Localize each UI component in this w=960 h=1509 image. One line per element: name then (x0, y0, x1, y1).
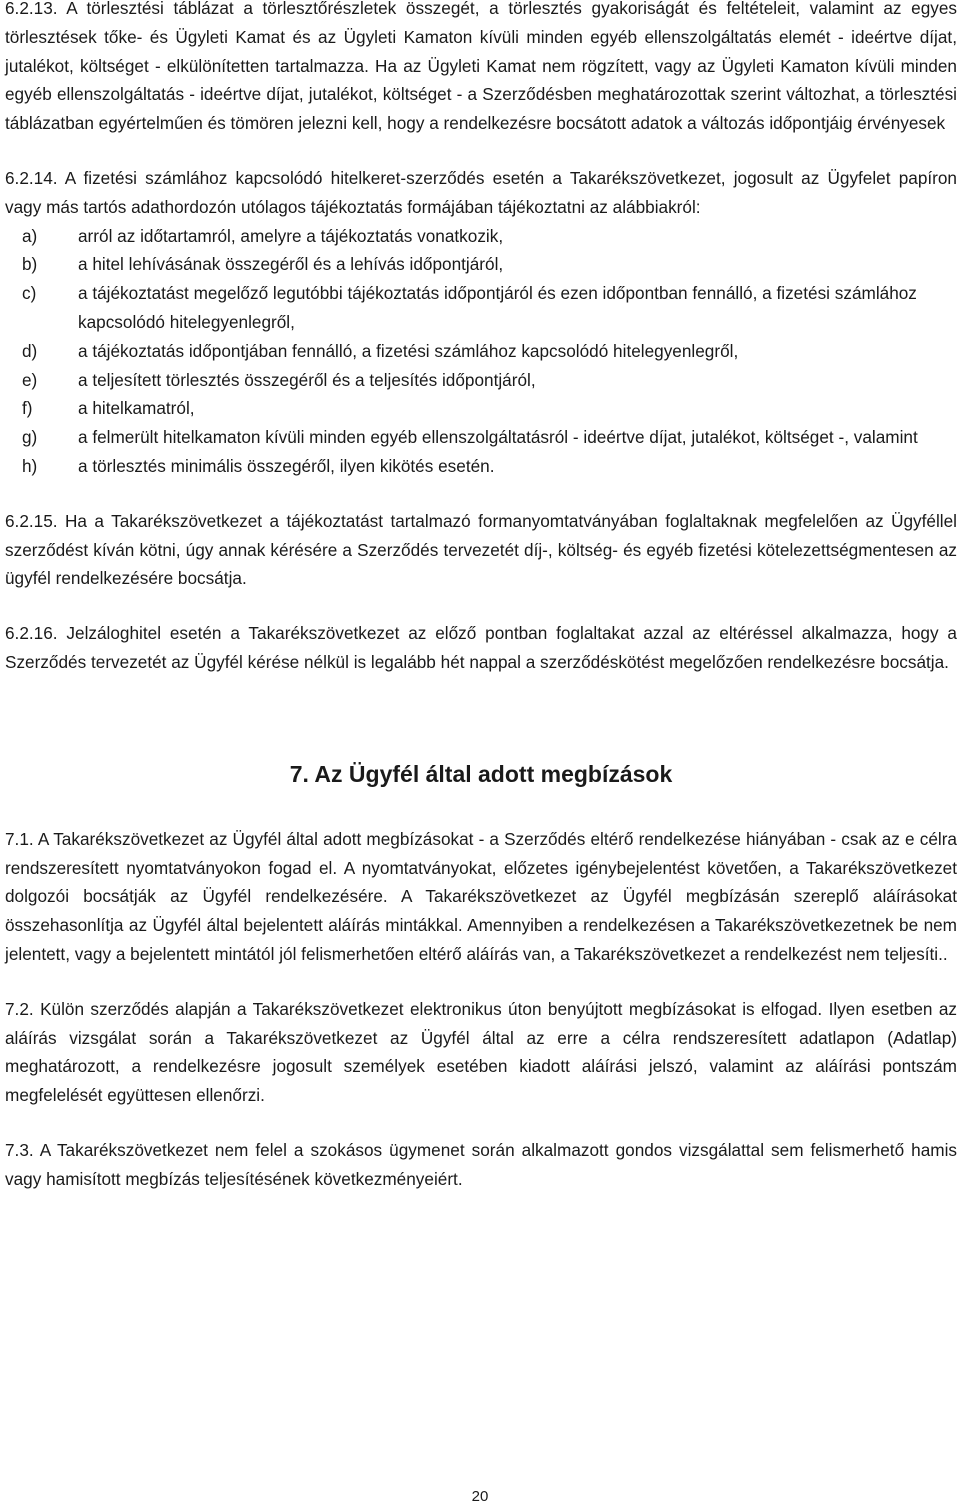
section-number: 7.2. (5, 998, 34, 1019)
paragraph-text: A fizetési számlához kapcsolódó hitelkeret-szerződés esetén a Takarékszövetkezet, jogosult az Ügyfelet papíron vagy más tartós adathordozón utólagos tájékoztatás formájában tájékoztatni az alábbiakról: (5, 167, 957, 217)
list-item (5, 366, 957, 395)
list-item-text: a hitelkamatról, (78, 398, 195, 419)
list-item (5, 222, 957, 251)
list-marker: g) (22, 427, 38, 448)
list-item (5, 452, 957, 481)
section-number: 6.2.15. (5, 510, 58, 531)
list-item (5, 279, 957, 337)
paragraph-text: A törlesztési táblázat a törlesztőrészletek összegét, a törlesztés gyakoriságát és feltételeit, valamint az egyes törlesztések tőke- és Ügyleti Kamat és az Ügyleti Kamaton kívüli minden egyéb ellenszolgáltatás elemét - ideértve díjat, jutalékot, költséget - elkülönítetten tartalmazza. Ha az Ügyleti Kamat nem rögzített, vagy az Ügyleti Kamaton kívüli minden egyéb ellenszolgáltatás - ideértve díjat, jutalékot, költséget - a Szerződésben meghatározottak szerint változhat, a törlesztési táblázatban egyértelműen és tömören jelezni kell, hogy a rendelkezésre bocsátott adatok a változás időpontjáig érvényesek (5, 0, 958, 134)
section-number: 6.2.14. (5, 167, 58, 188)
paragraph-text: A Takarékszövetkezet nem felel a szokásos ügymenet során alkalmazott gondos vizsgálattal sem felismerhető hamis vagy hamisított megbízás teljesítésének következményeiért. (5, 1139, 958, 1189)
paragraph-6-2-14 (5, 164, 957, 222)
paragraph-6-2-16 (5, 619, 957, 677)
paragraph-text: A Takarékszövetkezet az Ügyfél által adott megbízásokat - a Szerződés eltérő rendelkezése hiányában - csak az e célra rendszeresített nyomtatványokon fogad el. A nyomtatványokat, előzetes igénybejelentést követően, a Takarékszövetkezet dolgozói bocsátják az Ügyfél rendelkezésére. A Takarékszövetkezet az Ügyfél megbízásán szereplő aláírásokat összehasonlítja az Ügyfél által bejelentett aláírás mintákkal. Amennyiben a rendelkezésen a Takarékszövetkezetnek be nem jelentett, vagy a bejelentett mintától jól felismerhetően eltérő aláírás van, a Takarékszövetkezet a rendelkezést nem teljesíti.. (5, 828, 957, 964)
section-number: 7.3. (5, 1139, 34, 1160)
list-marker: d) (22, 340, 38, 361)
list-item-text: a tájékoztatást megelőző legutóbbi tájékoztatás időpontjáról és ezen időpontban fennálló, a fizetési számlához kapcsolódó hitelegyenlegről, (78, 283, 917, 332)
list-item (5, 250, 957, 279)
list-item-text: a törlesztés minimális összegéről, ilyen kikötés esetén. (78, 455, 495, 476)
list-item (5, 337, 957, 366)
spacer (5, 593, 957, 619)
paragraph-7-2 (5, 995, 957, 1110)
spacer (5, 789, 957, 825)
spacer (5, 138, 957, 164)
paragraph-text: Jelzáloghitel esetén a Takarékszövetkezet az előző pontban foglaltakat azzal az eltéréssel alkalmazza, hogy a Szerződés tervezetét az Ügyfél kérése nélkül is legalább hét nappal a szerződéskötést megelőzően rendelkezésre bocsátja. (5, 623, 957, 672)
list-marker: e) (22, 369, 38, 390)
list-item-text: a teljesített törlesztés összegéről és a teljesítés időpontjáról, (78, 369, 536, 390)
list-item-text: a felmerült hitelkamaton kívüli minden egyéb ellenszolgáltatásról - ideértve díjat, jutalékot, költséget -, valamint (78, 427, 918, 448)
list-item-text: a tájékoztatás időpontjában fennálló, a fizetési számlához kapcsolódó hitelegyenlegről, (78, 340, 739, 361)
list-item-text: arról az időtartamról, amelyre a tájékoztatás vonatkozik, (78, 225, 504, 246)
list-marker: a) (22, 225, 38, 246)
list-marker: h) (22, 455, 38, 476)
paragraph-6-2-15 (5, 507, 957, 593)
section-number: 6.2.13. (5, 0, 58, 18)
spacer (5, 481, 957, 507)
spacer (5, 677, 957, 759)
section-number: 7.1. (5, 828, 34, 849)
paragraph-text: Külön szerződés alapján a Takarékszövetkezet elektronikus úton benyújtott megbízásokat is elfogad. Ilyen esetben az aláírás vizsgálat során a Takarékszövetkezet az Ügyfél által az erre a célra rendszeresített adatlapon (Adatlap) meghatározott, a rendelkezésre jogosult személyek esetében kiadott aláírási jelszó, valamint az aláírási pontszám megfelelését együttesen ellenőrzi. (5, 998, 957, 1106)
list-marker: c) (22, 283, 37, 304)
paragraph-7-3 (5, 1136, 957, 1194)
spacer (5, 969, 957, 995)
spacer (5, 1110, 957, 1136)
list-marker: f) (22, 398, 33, 419)
enumerated-list (5, 222, 957, 481)
paragraph-7-1 (5, 825, 957, 969)
list-marker: b) (22, 254, 38, 275)
paragraph-text: Ha a Takarékszövetkezet a tájékoztatást tartalmazó formanyomtatványában foglaltaknak megfelelően az Ügyféllel szerződést kíván kötni, úgy annak kérésére a Szerződés tervezetét díj-, költség- és egyéb fizetési kötelezettségmentesen az ügyfél rendelkezésére bocsátja. (5, 510, 957, 589)
document-page (5, 0, 957, 1194)
paragraph-6-2-13 (5, 0, 957, 138)
list-item (5, 423, 957, 452)
chapter-heading: 7. Az Ügyfél által adott megbízások (289, 760, 673, 787)
list-item (5, 394, 957, 423)
list-item-text: a hitel lehívásának összegéről és a lehívás időpontjáról, (78, 254, 504, 275)
section-number: 6.2.16. (5, 623, 58, 644)
page-number: 20 (471, 1488, 489, 1505)
